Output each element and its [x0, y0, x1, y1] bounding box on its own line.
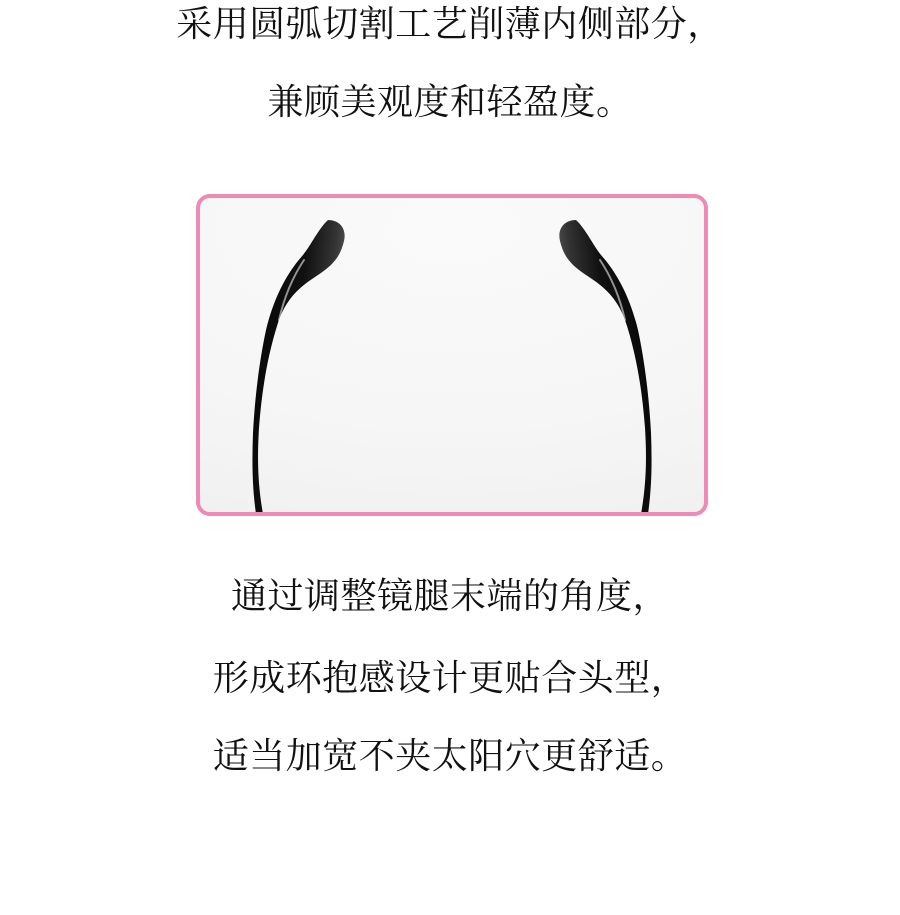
product-image-frame — [196, 194, 708, 516]
left-temple-shape — [252, 220, 344, 512]
description-line-1: 通过调整镜腿末端的角度， — [230, 575, 669, 616]
description-line-2: 形成环抱感设计更贴合头型， — [212, 657, 688, 698]
left-temple-arm — [252, 220, 344, 512]
intro-text-line-2: 兼顾美观度和轻盈度。 — [267, 81, 633, 122]
glasses-temples-image — [200, 198, 704, 512]
intro-text-line-1: 采用圆弧切割工艺削薄内侧部分， — [176, 3, 724, 44]
description-line-3: 适当加宽不夹太阳穴更舒适。 — [212, 735, 688, 776]
right-temple-shape — [559, 220, 651, 512]
right-temple-arm — [559, 220, 651, 512]
